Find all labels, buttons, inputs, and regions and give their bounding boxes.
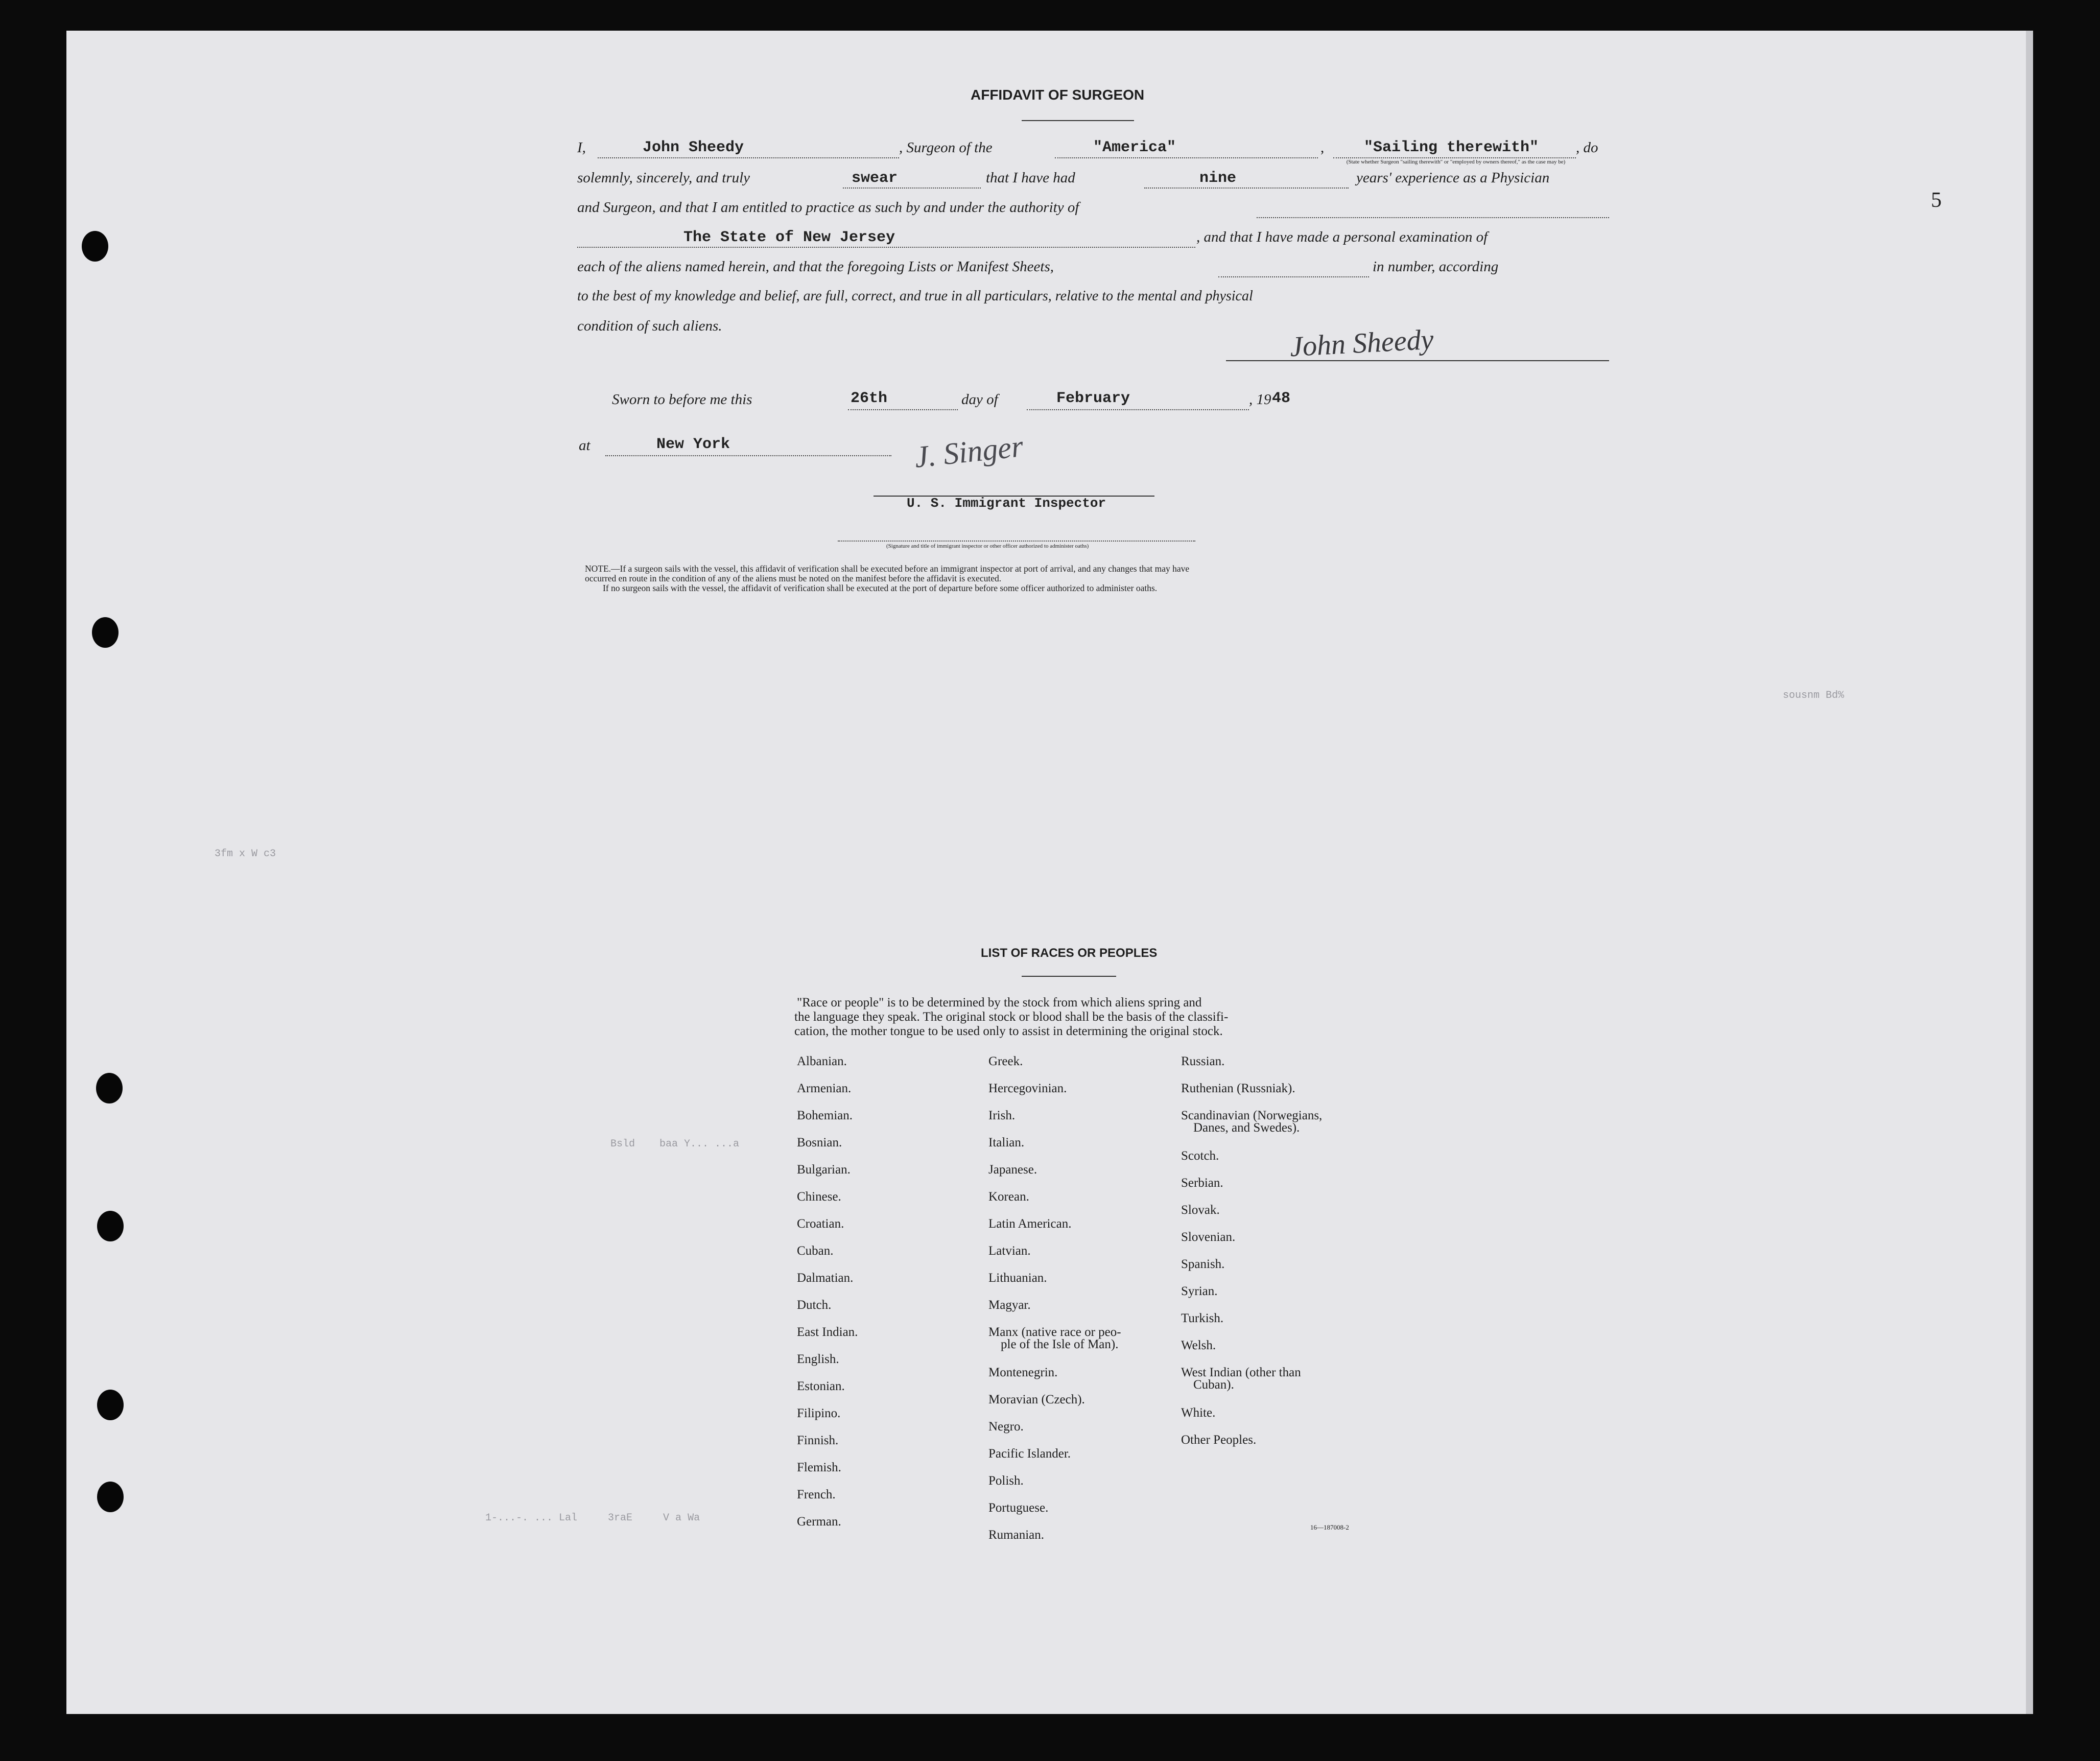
race-list-item: Moravian (Czech). <box>988 1393 1085 1406</box>
punch-hole <box>97 1482 124 1512</box>
race-list-item: Italian. <box>988 1136 1025 1149</box>
race-list-item: Latin American. <box>988 1217 1072 1231</box>
affidavit-text: in number, according <box>1373 259 1499 275</box>
blank-line <box>1333 157 1576 158</box>
sailing-note: (State whether Surgeon "sailing therewith" or "employed by owners thereof," as the case may be) <box>1346 159 1566 165</box>
affidavit-text: , Surgeon of the <box>899 139 993 156</box>
punch-hole <box>97 1211 124 1241</box>
races-title: LIST OF RACES OR PEOPLES <box>981 946 1158 960</box>
race-list-item: Negro. <box>988 1420 1024 1434</box>
blank-line <box>598 157 899 158</box>
race-list-item: Hercegovinian. <box>988 1082 1067 1095</box>
oath-word: swear <box>852 170 898 187</box>
sworn-year: 48 <box>1272 390 1291 407</box>
punch-hole <box>92 617 119 648</box>
race-list-item: Rumanian. <box>988 1528 1045 1542</box>
blank-line <box>1144 187 1349 189</box>
note-line-1: NOTE.—If a surgeon sails with the vessel, this affidavit of verification shall be executed before an immigrant inspector at port of arrival, and any changes that may have <box>585 563 1190 574</box>
blank-line <box>1257 217 1609 218</box>
affidavit-text: and Surgeon, and that I am entitled to practice as such by and under the authority of <box>577 199 1079 216</box>
race-list-item: Albanian. <box>797 1054 847 1068</box>
race-list-item: Lithuanian. <box>988 1271 1047 1285</box>
race-list-item: Turkish. <box>1181 1311 1224 1325</box>
vessel-name: "America" <box>1093 139 1176 156</box>
blank-line <box>1218 276 1369 277</box>
race-list-item: Latvian. <box>988 1244 1031 1258</box>
race-list-item: Slovak. <box>1181 1203 1220 1217</box>
affidavit-text: solemnly, sincerely, and truly <box>577 170 750 186</box>
races-title-rule <box>1022 976 1116 977</box>
sworn-place: New York <box>656 436 730 453</box>
note-line-2: occurred en route in the condition of any of the aliens must be noted on the manifest before the affidavit is executed. <box>585 573 1002 583</box>
race-list-item: Korean. <box>988 1190 1029 1204</box>
document-page <box>66 31 2033 1714</box>
race-list-item: Bosnian. <box>797 1136 842 1149</box>
race-list-item: Flemish. <box>797 1461 841 1474</box>
race-list-item: Bohemian. <box>797 1109 853 1122</box>
race-list-item: Ruthenian (Russniak). <box>1181 1082 1295 1095</box>
race-list-item: White. <box>1181 1406 1216 1420</box>
races-intro-line: "Race or people" is to be determined by the stock from which aliens spring and <box>797 996 1202 1009</box>
sworn-text: day of <box>961 391 998 408</box>
race-list-item: Welsh. <box>1181 1339 1216 1352</box>
page-edge <box>2026 31 2033 1714</box>
surgeon-signature: John Sheedy <box>1289 323 1434 363</box>
affidavit-text: I, <box>577 139 586 156</box>
race-list-item: Chinese. <box>797 1190 841 1204</box>
races-intro-line: the language they speak. The original stock or blood shall be the basis of the classifi- <box>794 1010 1229 1024</box>
race-list-item: Finnish. <box>797 1434 839 1447</box>
race-list-item: Cuban. <box>797 1244 834 1258</box>
race-list-item: Syrian. <box>1181 1284 1218 1298</box>
title-rule <box>1022 120 1134 121</box>
race-list-item: Dalmatian. <box>797 1271 854 1285</box>
race-list-item: Polish. <box>988 1474 1024 1488</box>
race-list-item: Manx (native race or peo- ple of the Isle of Man). <box>988 1325 1121 1351</box>
race-list-item: West Indian (other than Cuban). <box>1181 1366 1301 1392</box>
blank-line <box>848 409 958 410</box>
race-list-item: Serbian. <box>1181 1176 1223 1190</box>
race-list-item: Pacific Islander. <box>988 1447 1071 1461</box>
surgeon-name: John Sheedy <box>643 139 744 156</box>
race-list-item: Other Peoples. <box>1181 1433 1257 1447</box>
race-list-item: Greek. <box>988 1054 1023 1068</box>
affidavit-text: years' experience as a Physician <box>1356 170 1550 186</box>
race-list-item: Montenegrin. <box>988 1366 1058 1379</box>
inspector-caption: (Signature and title of immigrant inspector or other officer authorized to administer oaths) <box>886 543 1089 549</box>
note-line-3: If no surgeon sails with the vessel, the affidavit of verification shall be executed at the port of departure before some officer authorized to administer oaths. <box>603 583 1158 593</box>
blank-line <box>1027 409 1249 410</box>
affidavit-text: each of the aliens named herein, and that the foregoing Lists or Manifest Sheets, <box>577 259 1054 275</box>
race-list-item: Scandinavian (Norwegians, Danes, and Swedes). <box>1181 1109 1323 1135</box>
affidavit-text: condition of such aliens. <box>577 318 722 334</box>
race-list-item: Irish. <box>988 1109 1016 1122</box>
punch-hole <box>82 231 108 262</box>
race-list-item: Portuguese. <box>988 1501 1049 1515</box>
affidavit-text: , do <box>1576 139 1598 156</box>
race-list-item: Japanese. <box>988 1163 1037 1177</box>
punch-hole <box>97 1390 124 1420</box>
race-list-item: Spanish. <box>1181 1257 1225 1271</box>
race-list-item: Estonian. <box>797 1379 845 1393</box>
bleed-through-mark: 1-...-. ... Lal 3raE V a Wa <box>485 1512 700 1524</box>
affidavit-text: that I have had <box>986 170 1075 186</box>
race-list-item: Magyar. <box>988 1298 1031 1312</box>
race-list-item: French. <box>797 1488 836 1501</box>
blank-line <box>605 455 891 456</box>
race-list-item: Bulgarian. <box>797 1163 851 1177</box>
affidavit-text: , and that I have made a personal examination of <box>1196 229 1488 245</box>
years-experience: nine <box>1199 170 1237 187</box>
race-list-item: Russian. <box>1181 1054 1225 1068</box>
inspector-title: U. S. Immigrant Inspector <box>907 496 1106 511</box>
sworn-text: , 19 <box>1249 391 1271 408</box>
sworn-month: February <box>1056 390 1130 407</box>
race-list-item: Slovenian. <box>1181 1230 1236 1244</box>
inspector-signature: J. Singer <box>913 429 1025 474</box>
race-list-item: Dutch. <box>797 1298 832 1312</box>
races-intro-line: cation, the mother tongue to be used only to assist in determining the original stock. <box>794 1024 1223 1038</box>
form-code: 16—187008-2 <box>1310 1523 1349 1531</box>
sailing-status: "Sailing therewith" <box>1364 139 1539 156</box>
blank-line <box>843 187 981 189</box>
sworn-text: Sworn to before me this <box>612 391 752 408</box>
race-list-item: Filipino. <box>797 1406 841 1420</box>
punch-hole <box>96 1073 123 1103</box>
licensing-authority: The State of New Jersey <box>683 229 895 246</box>
race-list-item: English. <box>797 1352 839 1366</box>
blank-line <box>1055 157 1318 158</box>
race-list-item: Croatian. <box>797 1217 844 1231</box>
race-list-item: German. <box>797 1515 841 1529</box>
bleed-through-mark: 3fm x W c3 <box>215 848 276 860</box>
affidavit-title: AFFIDAVIT OF SURGEON <box>971 87 1145 103</box>
page-number: 5 <box>1931 189 1942 212</box>
bleed-through-mark: sousnm Bd% <box>1783 690 1845 701</box>
race-list-item: Armenian. <box>797 1082 852 1095</box>
affidavit-text: to the best of my knowledge and belief, are full, correct, and true in all particulars, relative to the mental and physical <box>577 288 1253 304</box>
sworn-day: 26th <box>851 390 888 407</box>
signature-line <box>1226 360 1609 361</box>
affidavit-text: , <box>1320 139 1325 156</box>
race-list-item: East Indian. <box>797 1325 858 1339</box>
blank-line <box>577 247 1195 248</box>
race-list-item: Scotch. <box>1181 1149 1219 1163</box>
bleed-through-mark: Bsld baa Y... ...a <box>610 1138 740 1150</box>
sworn-text: at <box>579 437 591 454</box>
